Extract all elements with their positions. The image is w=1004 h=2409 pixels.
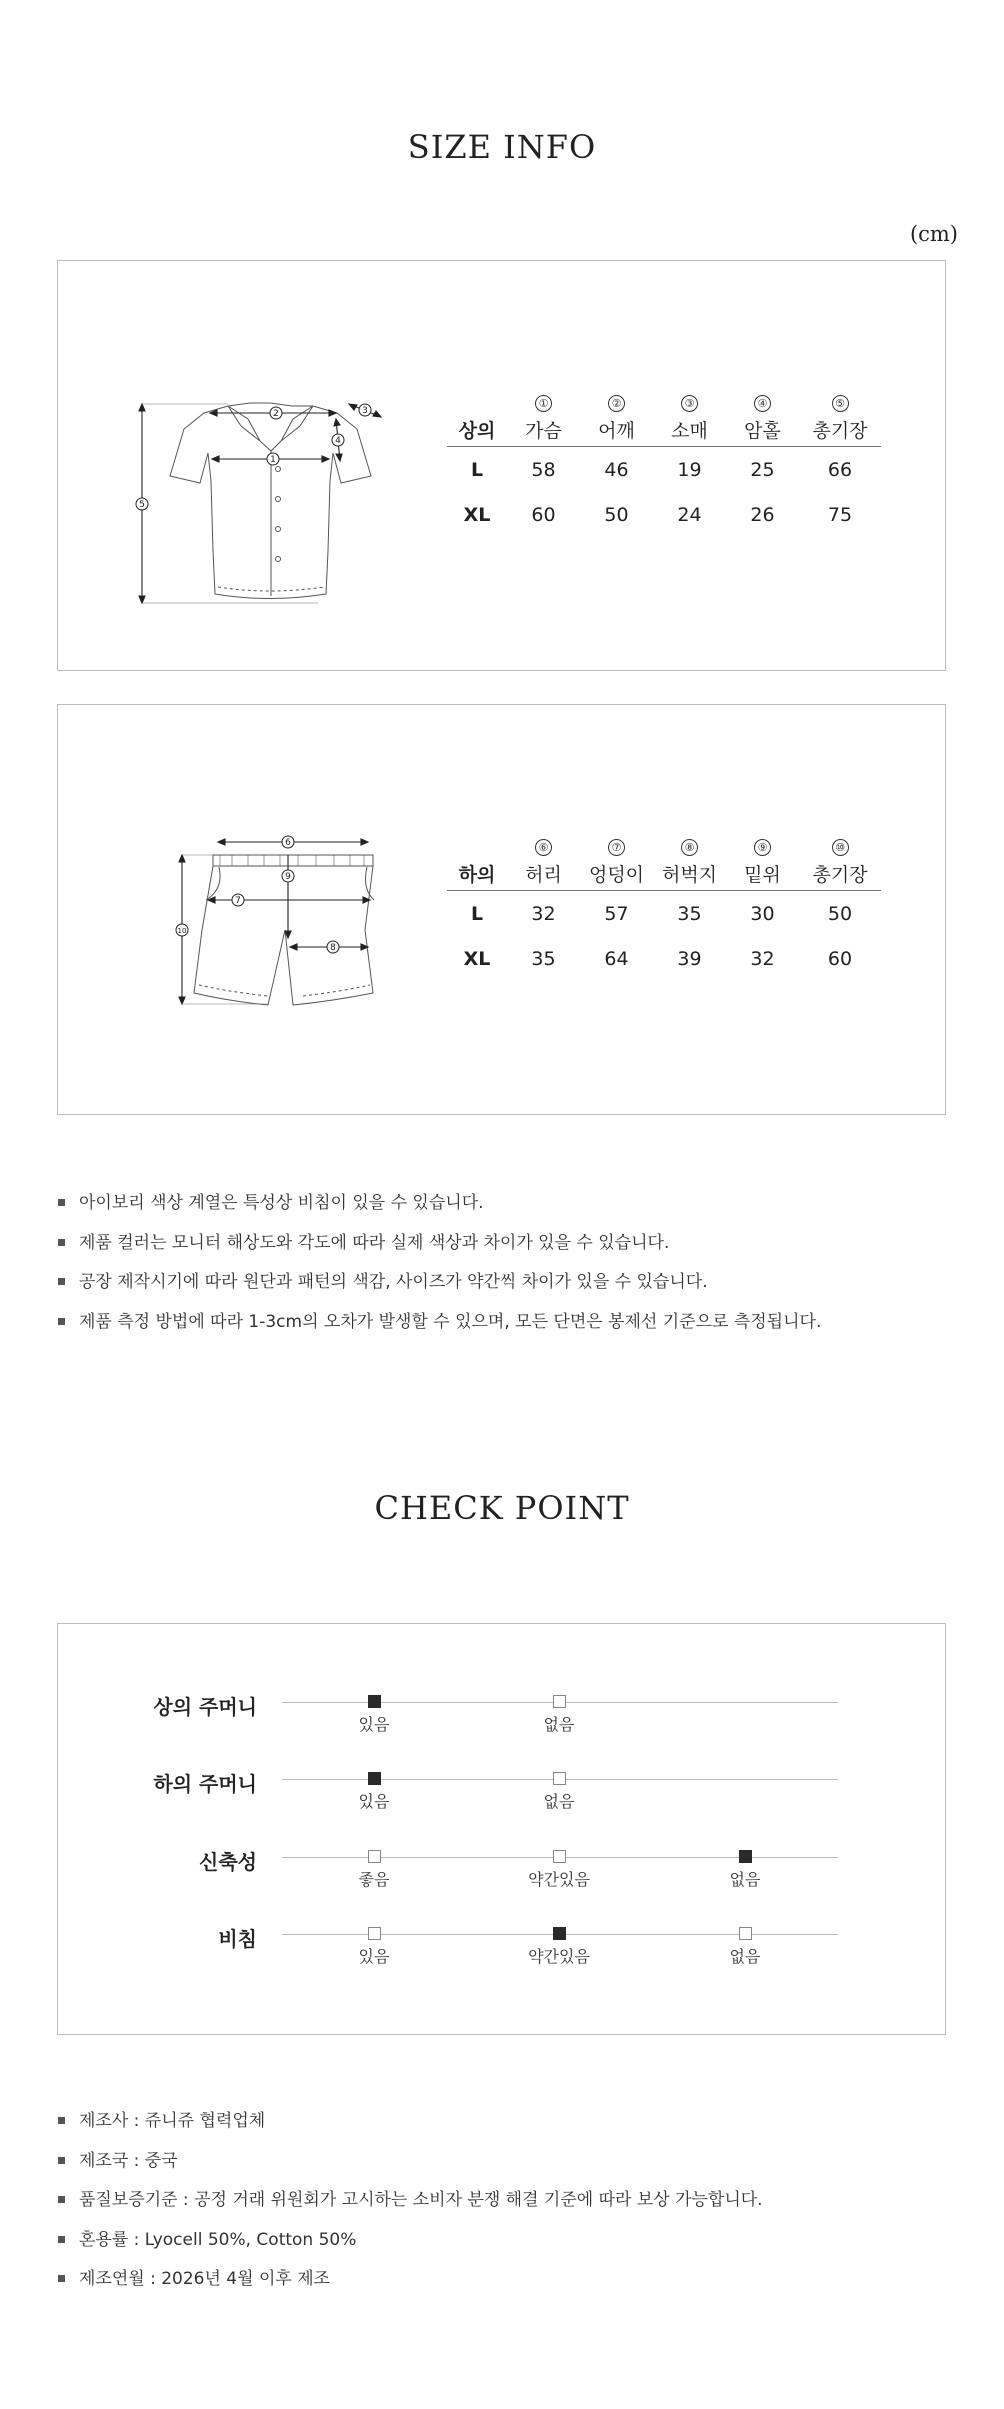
- table-row: [447, 447, 881, 493]
- size-info-title: SIZE INFO: [407, 128, 597, 166]
- checkbox-icon: [368, 1927, 381, 1940]
- note-item: 제품 측정 방법에 따라 1-3cm의 오차가 발생할 수 있으며, 모든 단면은 봉제선 기준으로 측정됩니다.: [57, 1311, 821, 1351]
- check-row-bottom-pocket: [58, 1768, 947, 1828]
- table-cell: 32: [531, 902, 556, 925]
- info-item: 제조연월 : 2026년 4월 이후 제조: [57, 2268, 763, 2308]
- table-cell: 30: [750, 902, 775, 925]
- option-label: 좋음: [358, 1870, 390, 1889]
- size-label: L: [470, 902, 484, 925]
- marker-6: ⑥: [535, 839, 552, 856]
- column-header: 소매: [653, 412, 726, 447]
- table-row: [447, 936, 881, 981]
- svg-text:7: 7: [235, 896, 241, 906]
- checkbox-icon: [368, 1850, 381, 1863]
- check-option: [499, 1695, 619, 1735]
- check-option: [314, 1927, 434, 1967]
- svg-text:8: 8: [330, 943, 336, 953]
- size-label: L: [470, 458, 484, 481]
- table-cell: 19: [677, 458, 702, 481]
- checkbox-icon: [553, 1772, 566, 1785]
- table-cell: 24: [677, 503, 702, 526]
- column-header: 어깨: [580, 412, 653, 447]
- svg-text:4: 4: [335, 436, 341, 446]
- option-label: 없음: [729, 1947, 761, 1966]
- column-header: 허리: [507, 856, 580, 891]
- info-item: 제조국 : 중국: [57, 2150, 763, 2190]
- checkbox-icon: [553, 1927, 566, 1940]
- check-option: [499, 1850, 619, 1890]
- column-header: 총기장: [799, 412, 881, 447]
- marker-9: ⑨: [754, 839, 771, 856]
- option-label: 약간있음: [528, 1947, 590, 1966]
- option-label: 있음: [358, 1792, 390, 1811]
- check-option: [685, 1927, 805, 1967]
- bottom-size-table: [447, 830, 881, 981]
- note-item: 아이보리 색상 계열은 특성상 비침이 있을 수 있습니다.: [57, 1192, 821, 1232]
- checkbox-icon: [553, 1695, 566, 1708]
- shirt-illustration: [78, 321, 408, 641]
- option-label: 있음: [358, 1715, 390, 1734]
- check-option: [314, 1695, 434, 1735]
- check-point-panel: [57, 1623, 946, 2035]
- table-cell: 66: [827, 458, 853, 481]
- checkbox-icon: [739, 1927, 752, 1940]
- check-row-label: 상의 주머니: [153, 1695, 257, 1719]
- checkbox-icon: [368, 1772, 381, 1785]
- table-cell: 46: [604, 458, 629, 481]
- product-info-list: [57, 2110, 763, 2308]
- column-header: 총기장: [799, 856, 881, 891]
- table-cell: 50: [604, 503, 629, 526]
- size-label: XL: [463, 947, 491, 970]
- option-label: 약간있음: [528, 1870, 590, 1889]
- marker-5: ⑤: [832, 395, 849, 412]
- checkbox-icon: [368, 1695, 381, 1708]
- column-header: 엉덩이: [580, 856, 653, 891]
- column-header: 가슴: [507, 412, 580, 447]
- svg-text:3: 3: [362, 406, 368, 416]
- table-cell: 35: [677, 902, 702, 925]
- table-cell: 35: [531, 947, 556, 970]
- option-label: 없음: [543, 1792, 575, 1811]
- marker-3: ③: [681, 395, 698, 412]
- table-row: [447, 492, 881, 537]
- bottom-size-panel: [57, 704, 946, 1115]
- note-item: 제품 컬러는 모니터 해상도와 각도에 따라 실제 색상과 차이가 있을 수 있습니다.: [57, 1232, 821, 1272]
- check-point-title: CHECK POINT: [374, 1489, 630, 1527]
- table-cell: 75: [827, 503, 853, 526]
- check-row-label: 비침: [218, 1927, 257, 1951]
- table-cell: 57: [604, 902, 629, 925]
- table-cell: 64: [604, 947, 629, 970]
- top-size-panel: [57, 260, 946, 671]
- unit-label: (cm): [909, 222, 958, 246]
- marker-1: ①: [535, 395, 552, 412]
- svg-text:1: 1: [270, 455, 276, 465]
- svg-text:9: 9: [285, 872, 291, 882]
- column-header: 허벅지: [653, 856, 726, 891]
- marker-2: ②: [608, 395, 625, 412]
- table-cell: 32: [750, 947, 775, 970]
- marker-7: ⑦: [608, 839, 625, 856]
- table-row: [447, 891, 881, 937]
- option-label: 없음: [543, 1715, 575, 1734]
- check-row-label: 하의 주머니: [153, 1772, 257, 1796]
- check-row-top-pocket: [58, 1691, 947, 1751]
- table-cell: 50: [827, 902, 853, 925]
- option-label: 있음: [358, 1947, 390, 1966]
- info-item: 제조사 : 쥬니쥬 협력업체: [57, 2110, 763, 2150]
- check-option: [314, 1772, 434, 1812]
- top-size-table: [447, 386, 881, 537]
- table-cell: 39: [677, 947, 702, 970]
- column-header: 밑위: [726, 856, 799, 891]
- marker-4: ④: [754, 395, 771, 412]
- svg-text:2: 2: [273, 409, 279, 419]
- check-option: [314, 1850, 434, 1890]
- option-label: 없음: [729, 1870, 761, 1889]
- info-item: 혼용률 : Lyocell 50%, Cotton 50%: [57, 2229, 763, 2269]
- table-cell: 60: [827, 947, 853, 970]
- category-label: 상의: [447, 412, 507, 447]
- svg-text:10: 10: [177, 927, 187, 935]
- check-option: [499, 1927, 619, 1967]
- table-cell: 25: [750, 458, 775, 481]
- check-row-see-through: [58, 1923, 947, 1983]
- column-header: 암홀: [726, 412, 799, 447]
- info-item: 품질보증기준 : 공정 거래 위원회가 고시하는 소비자 분쟁 해결 기준에 따라 보상 가능합니다.: [57, 2189, 763, 2229]
- check-row-label: 신축성: [199, 1850, 257, 1874]
- checkbox-icon: [553, 1850, 566, 1863]
- notes-list: [57, 1192, 821, 1350]
- check-option: [685, 1850, 805, 1890]
- table-cell: 26: [750, 503, 775, 526]
- check-row-stretch: [58, 1846, 947, 1906]
- checkbox-icon: [739, 1850, 752, 1863]
- shorts-illustration: [108, 805, 438, 1125]
- check-option: [499, 1772, 619, 1812]
- svg-text:5: 5: [139, 500, 145, 510]
- size-label: XL: [463, 503, 491, 526]
- marker-10: ⑩: [832, 839, 849, 856]
- note-item: 공장 제작시기에 따라 원단과 패턴의 색감, 사이즈가 약간씩 차이가 있을 수 있습니다.: [57, 1271, 821, 1311]
- table-cell: 60: [531, 503, 556, 526]
- table-cell: 58: [531, 458, 556, 481]
- svg-text:6: 6: [285, 838, 291, 848]
- marker-8: ⑧: [681, 839, 698, 856]
- category-label: 하의: [447, 856, 507, 891]
